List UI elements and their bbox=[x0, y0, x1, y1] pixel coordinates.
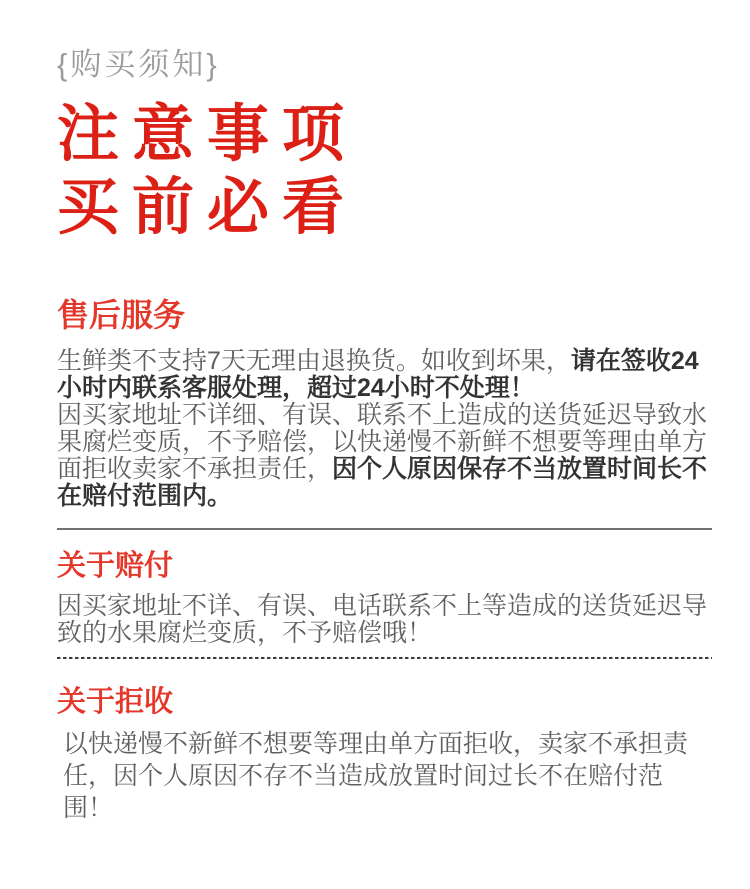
section-about-compensation bbox=[57, 547, 712, 647]
after-sale-paragraph-1-bold: 请在签收24小时内联系客服处理，超过24小时不处理！ bbox=[57, 347, 699, 402]
after-sale-paragraph-2-bold: 因个人原因保存不当放置时间长不在赔付范围内。 bbox=[57, 455, 708, 510]
about-rejection-heading: 关于拒收 bbox=[57, 686, 174, 718]
after-sale-paragraph-2-regular: 因买家地址不详细、有误、联系不上造成的送货延迟导致水果腐烂变质，不予赔偿，以快递慢不新鲜不想要等理由单方面拒收卖家不承担责任， bbox=[57, 401, 708, 483]
about-compensation-paragraph-regular: 因买家地址不详、有误、电话联系不上等造成的送货延迟导致的水果腐烂变质，不予赔偿哦！ bbox=[57, 592, 708, 647]
purchase-notice-page bbox=[0, 46, 750, 889]
after-sale-paragraph-1-regular: 生鲜类不支持7天无理由退换货。如收到坏果， bbox=[57, 347, 571, 375]
about-compensation-heading: 关于赔付 bbox=[57, 550, 174, 582]
after-sale-paragraph-1 bbox=[57, 348, 712, 402]
purchase-notice-tag: {购买须知} bbox=[57, 47, 220, 82]
after-sale-service-heading: 售后服务 bbox=[57, 297, 186, 333]
dashed-divider bbox=[57, 657, 712, 659]
after-sale-service-text bbox=[57, 348, 712, 510]
section-about-rejection bbox=[57, 683, 712, 824]
about-rejection-paragraph-regular: 以快递慢不新鲜不想要等理由单方面拒收，卖家不承担责任，因个人原因不存不当造成放置时间过长不在赔付范围！ bbox=[63, 730, 689, 822]
section-after-sale-service bbox=[57, 294, 712, 510]
about-compensation-paragraph bbox=[57, 593, 712, 647]
page-title-line-1: 注意事项 bbox=[57, 100, 358, 169]
about-rejection-paragraph bbox=[57, 728, 712, 824]
page-title-line-2: 买前必看 bbox=[57, 173, 358, 242]
page-title bbox=[57, 98, 712, 244]
solid-divider bbox=[57, 528, 712, 530]
after-sale-paragraph-2 bbox=[57, 402, 712, 510]
